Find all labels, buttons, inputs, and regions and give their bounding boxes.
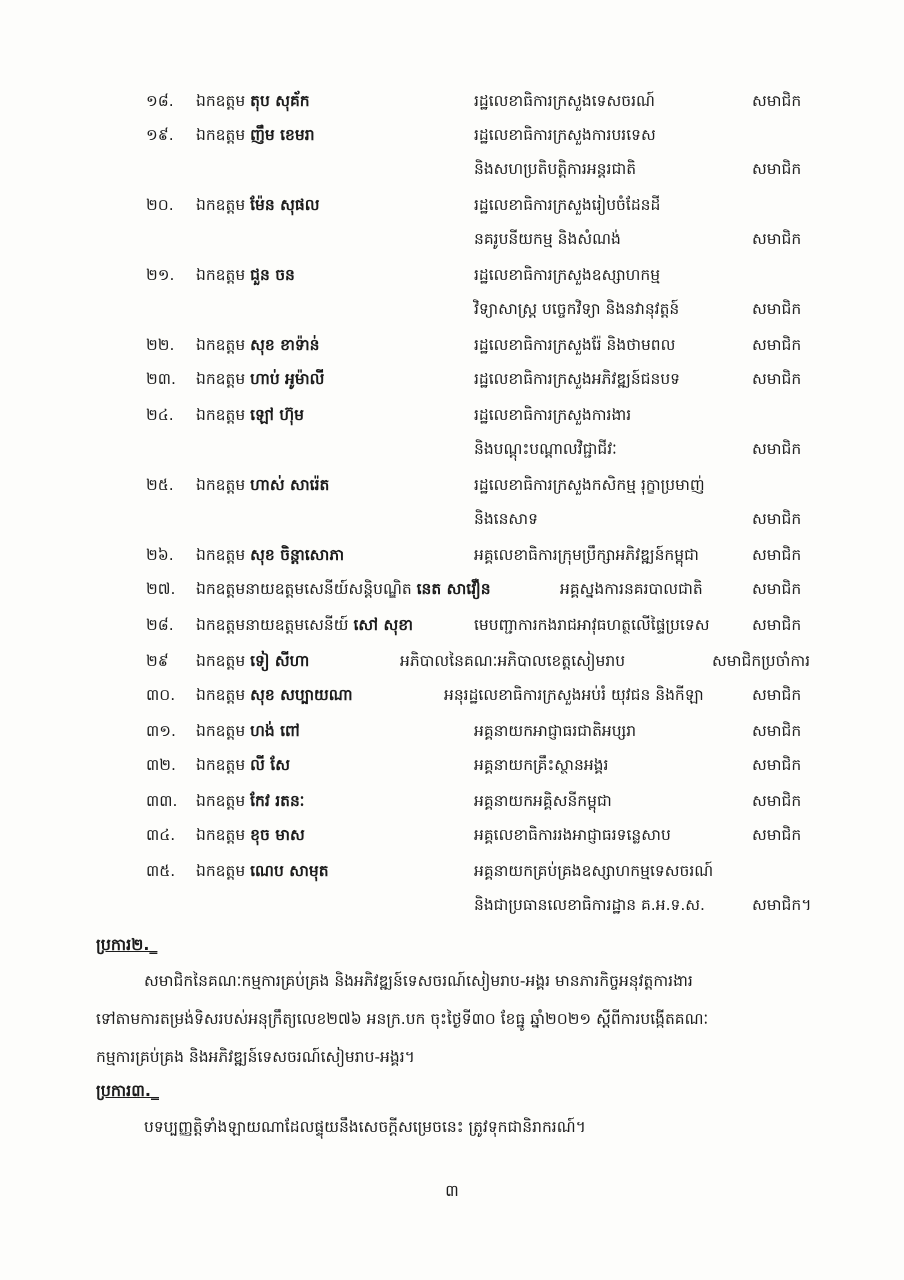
member-title: ឯកឧត្តម ទៀ សីហា bbox=[196, 652, 310, 670]
member-number: ១៨. bbox=[146, 92, 174, 110]
member-position: រដ្ឋលេខាធិការក្រសួងរៀបចំដែនដី bbox=[474, 196, 661, 214]
member-position-line2: និងនេសាទ bbox=[474, 510, 538, 528]
member-title: ឯកឧត្តម កែវ រតនៈ bbox=[196, 792, 305, 810]
member-title: ឯកឧត្តមនាយឧត្តមសេនីយ៍ សៅ សុខា bbox=[196, 616, 413, 634]
member-number: ៣១. bbox=[146, 722, 176, 740]
member-row-continued bbox=[0, 504, 904, 534]
member-role: សមាជិក bbox=[752, 722, 802, 740]
member-row bbox=[0, 86, 904, 116]
member-position: រដ្ឋលេខាធិការក្រសួងឧស្សាហកម្ម bbox=[474, 266, 661, 284]
member-row bbox=[0, 120, 904, 150]
article-3-line-1: បទប្បញ្ញត្តិទាំងឡាយណាដែលផ្ទុយនឹងសេចក្តីសម្រេចនេះ ត្រូវទុកជានិរាករណ៍។ bbox=[144, 1118, 586, 1136]
member-role: សមាជិកប្រចាំការ bbox=[712, 652, 811, 670]
member-title: ឯកឧត្តម ខុច មាស bbox=[196, 826, 305, 844]
member-row bbox=[0, 260, 904, 290]
member-position: អគ្គលេខាធិការក្រុមប្រឹក្សាអភិវឌ្ឍន៍កម្ពុជា bbox=[474, 546, 699, 564]
member-role: សមាជិក bbox=[752, 336, 802, 354]
member-row bbox=[0, 750, 904, 780]
member-role: សមាជិក bbox=[752, 92, 802, 110]
member-title: ឯកឧត្តម តុប សុគ័ក bbox=[196, 92, 310, 110]
member-row bbox=[0, 400, 904, 430]
member-position-line2: និងសហប្រតិបត្តិការអន្តរជាតិ bbox=[474, 160, 637, 178]
member-row bbox=[0, 856, 904, 886]
member-title: ឯកឧត្តម ហាស់ សារ៉េត bbox=[196, 476, 330, 494]
member-role: សមាជិក bbox=[752, 792, 802, 810]
member-title: ឯកឧត្តម ជួន ចន bbox=[196, 266, 295, 284]
member-number: ៣៤. bbox=[146, 826, 176, 844]
member-position-line2: និងបណ្តុះបណ្តាលវិជ្ជាជីវៈ bbox=[474, 440, 617, 458]
member-position: រដ្ឋលេខាធិការក្រសួងរ៉ែ និងថាមពល bbox=[474, 336, 676, 354]
member-row-continued bbox=[0, 224, 904, 254]
member-title: ឯកឧត្តម សុខ ចិន្តាសោភា bbox=[196, 546, 345, 564]
member-row bbox=[0, 574, 904, 604]
member-row-continued bbox=[0, 154, 904, 184]
member-title: ឯកឧត្តម ហង់ ពៅ bbox=[196, 722, 300, 740]
member-number: ២៩ bbox=[146, 652, 169, 670]
member-role: សមាជិក bbox=[752, 686, 802, 704]
member-role: សមាជិក bbox=[752, 300, 802, 318]
member-position-line2: វិទ្យាសាស្ត្រ បច្ចេកវិទ្យា និងនវានុវត្តន៍ bbox=[474, 300, 680, 318]
member-number: ២៥. bbox=[146, 476, 174, 494]
member-number: ២៣. bbox=[146, 370, 176, 388]
member-row bbox=[0, 820, 904, 850]
member-position: រដ្ឋលេខាធិការក្រសួងទេសចរណ៍ bbox=[474, 92, 655, 110]
member-title: ឯកឧត្តម សុខ ខាទ៉ាន់ bbox=[196, 336, 320, 354]
member-position: រដ្ឋលេខាធិការក្រសួងការបរទេស bbox=[474, 126, 656, 144]
article-2-line-1: សមាជិកនៃគណៈកម្មការគ្រប់គ្រង និងអភិវឌ្ឍន៍ទេសចរណ៍សៀមរាប-អង្គរ មានភារកិច្ចអនុវត្តការងារ bbox=[144, 972, 693, 990]
member-title: ឯកឧត្តម ញឹម ខេមរា bbox=[196, 126, 315, 144]
member-row-continued bbox=[0, 434, 904, 464]
member-row bbox=[0, 330, 904, 360]
member-position: អនុរដ្ឋលេខាធិការក្រសួងអប់រំ យុវជន និងកីឡា bbox=[444, 686, 704, 704]
member-row bbox=[0, 610, 904, 640]
article-2-heading: ប្រការ២._ bbox=[96, 935, 158, 954]
article-3-heading: ប្រការ៣._ bbox=[96, 1081, 159, 1100]
member-position: អគ្គនាយកអាជ្ញាធរជាតិអប្សរា bbox=[474, 722, 637, 740]
member-title: ឯកឧត្តម ហាប់ អូម៉ាលី bbox=[196, 370, 325, 388]
member-position: មេបញ្ជាការកងរាជអាវុធហត្ថលើផ្ទៃប្រទេស bbox=[474, 616, 710, 634]
article-2-line-2: ទៅតាមការតម្រង់ទិសរបស់អនុក្រឹត្យលេខ២៧៦ អនក្រ.បក ចុះថ្ងៃទី៣០ ខែធ្នូ ឆ្នាំ២០២១ ស្តីពីការបង្កើតគណៈ bbox=[96, 1010, 709, 1028]
member-row bbox=[0, 680, 904, 710]
member-title: ឯកឧត្តម ឡៅ ហ៊ុម bbox=[196, 406, 304, 424]
member-position: អគ្គនាយកអគ្គិសនីកម្ពុជា bbox=[474, 792, 612, 810]
member-position: អគ្គនាយកគ្រប់គ្រងឧស្សាហកម្មទេសចរណ៍ bbox=[474, 862, 714, 880]
member-number: ២២. bbox=[146, 336, 175, 354]
member-row bbox=[0, 190, 904, 220]
member-position: អភិបាលនៃគណៈអភិបាលខេត្តសៀមរាប bbox=[400, 652, 626, 670]
member-title: ឯកឧត្តម លី សែ bbox=[196, 756, 290, 774]
member-number: ៣២. bbox=[146, 756, 176, 774]
member-number: ២៤. bbox=[146, 406, 174, 424]
member-title: ឯកឧត្តម ម៉ែន សុផល bbox=[196, 196, 320, 214]
member-number: ២៦. bbox=[146, 546, 174, 564]
member-role: សមាជិក។ bbox=[752, 896, 812, 914]
member-row bbox=[0, 470, 904, 500]
member-row-continued bbox=[0, 294, 904, 324]
member-number: ២១. bbox=[146, 266, 175, 284]
member-title: ឯកឧត្តម ណេប សាមុត bbox=[196, 862, 329, 880]
member-role: សមាជិក bbox=[752, 826, 802, 844]
member-number: ៣៣. bbox=[146, 792, 178, 810]
member-number: ២៧. bbox=[146, 580, 176, 598]
member-position: រដ្ឋលេខាធិការក្រសួងកសិកម្ម រុក្ខាប្រមាញ់ bbox=[474, 476, 705, 494]
member-number: ២០. bbox=[146, 196, 174, 214]
member-number: ៣០. bbox=[146, 686, 176, 704]
member-role: សមាជិក bbox=[752, 546, 802, 564]
member-number: ២៨. bbox=[146, 616, 174, 634]
member-role: សមាជិក bbox=[752, 616, 802, 634]
member-role: សមាជិក bbox=[752, 510, 802, 528]
member-position: រដ្ឋលេខាធិការក្រសួងការងារ bbox=[474, 406, 632, 424]
article-2-line-3: កម្មការគ្រប់គ្រង និងអភិវឌ្ឍន៍ទេសចរណ៍សៀមរាប-អង្គរ។ bbox=[96, 1048, 415, 1066]
member-position: អគ្គនាយកគ្រឹះស្ថានអង្គរ bbox=[474, 756, 609, 774]
member-position: រដ្ឋលេខាធិការក្រសួងអភិវឌ្ឍន៍ជនបទ bbox=[474, 370, 681, 388]
member-role: សមាជិក bbox=[752, 370, 802, 388]
member-role: សមាជិក bbox=[752, 440, 802, 458]
member-row bbox=[0, 364, 904, 394]
member-role: សមាជិក bbox=[752, 580, 802, 598]
member-row bbox=[0, 716, 904, 746]
member-role: សមាជិក bbox=[752, 756, 802, 774]
member-position: អគ្គលេខាធិការរងអាជ្ញាធរទន្លេសាប bbox=[474, 826, 671, 844]
page-number: ៣ bbox=[445, 1181, 459, 1200]
member-position-line2: នគរូបនីយកម្ម និងសំណង់ bbox=[474, 230, 621, 248]
member-row-continued bbox=[0, 890, 904, 920]
member-role: សមាជិក bbox=[752, 160, 802, 178]
member-title: ឯកឧត្តមនាយឧត្តមសេនីយ៍សន្តិបណ្ឌិត នេត សាវឿន bbox=[196, 580, 491, 598]
member-role: សមាជិក bbox=[752, 230, 802, 248]
member-position-line2: និងជាប្រធានលេខាធិការដ្ឋាន គ.អ.ទ.ស. bbox=[474, 896, 705, 914]
member-row bbox=[0, 786, 904, 816]
member-row bbox=[0, 540, 904, 570]
member-title: ឯកឧត្តម សុខ សប្បាយណា bbox=[196, 686, 353, 704]
member-number: ៣៥. bbox=[146, 862, 176, 880]
member-position: អគ្គស្នងការនគរបាលជាតិ bbox=[560, 580, 703, 598]
member-number: ១៩. bbox=[146, 126, 174, 144]
member-row bbox=[0, 646, 904, 676]
